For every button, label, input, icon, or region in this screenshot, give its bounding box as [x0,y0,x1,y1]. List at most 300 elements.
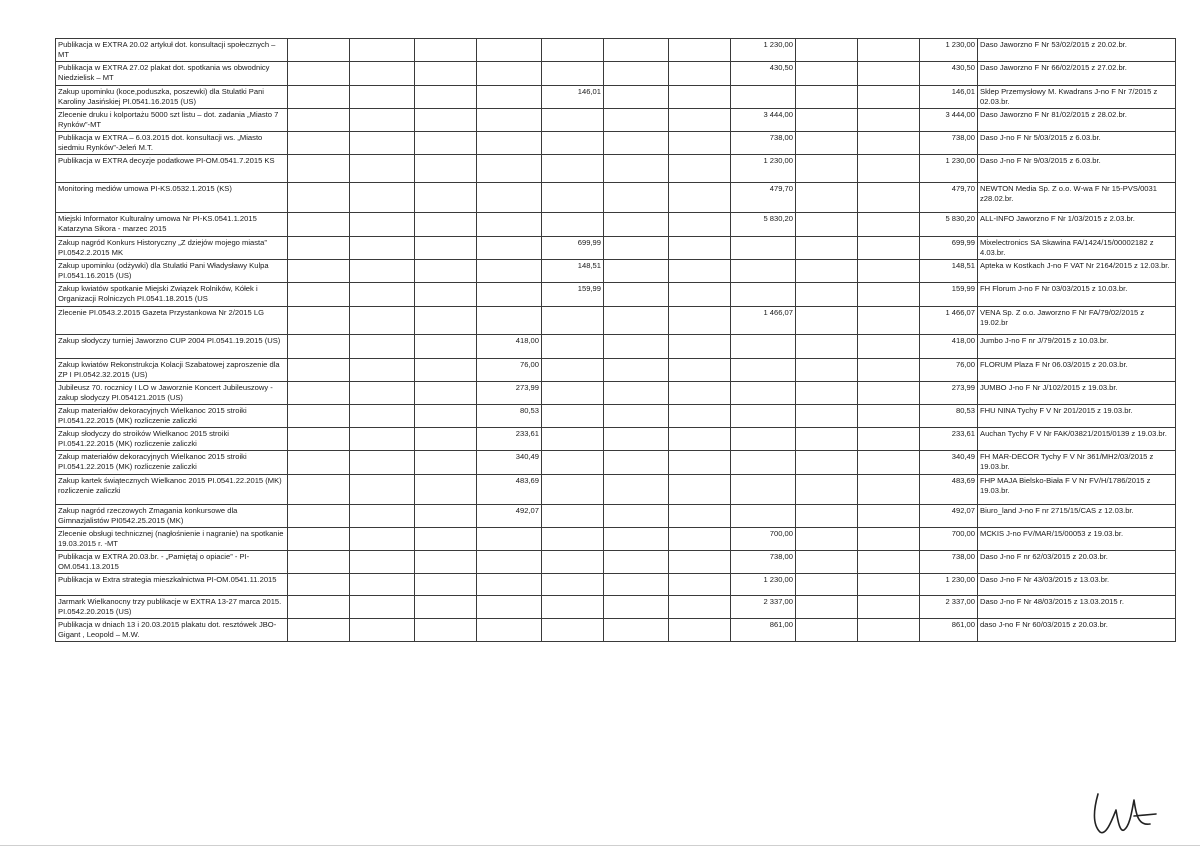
table-row [56,475,1176,505]
table-row [56,213,1176,237]
empty-cell [415,596,477,619]
empty-cell [669,551,731,574]
empty-cell [350,132,415,155]
expense-description: Zakup upominku (koce,poduszka, poszewki) dla Stulatki Pani Karoliny Jasińskiej PI.0541.16.2015 (US) [56,86,288,109]
amount-category-b [542,62,604,86]
amount-total: 1 230,00 [920,574,978,596]
amount-total: 2 337,00 [920,596,978,619]
empty-cell [669,86,731,109]
amount-category-c [731,86,796,109]
amount-category-c [731,428,796,451]
table-row [56,505,1176,528]
empty-cell [415,405,477,428]
empty-cell [288,109,350,132]
empty-cell [669,528,731,551]
amount-category-a: 483,69 [477,475,542,505]
empty-cell [669,596,731,619]
empty-cell [350,574,415,596]
table-row [56,359,1176,382]
empty-cell [796,109,858,132]
table-row [56,528,1176,551]
empty-cell [288,382,350,405]
empty-cell [415,109,477,132]
amount-category-c [731,475,796,505]
empty-cell [669,62,731,86]
table-row [56,335,1176,359]
empty-cell [604,359,669,382]
handwritten-signature [1090,790,1160,838]
amount-total: 340,49 [920,451,978,475]
empty-cell [288,39,350,62]
empty-cell [350,382,415,405]
amount-category-c [731,359,796,382]
empty-cell [288,132,350,155]
expense-description: Zakup kwiatów Rekonstrukcja Kolacji Szabatowej zaproszenie dla ZP I PI.0542.32.2015 (US) [56,359,288,382]
empty-cell [350,619,415,642]
amount-category-c: 479,70 [731,183,796,213]
empty-cell [415,62,477,86]
amount-category-a: 76,00 [477,359,542,382]
vendor-invoice: Daso J-no F Nr 43/03/2015 z 13.03.br. [978,574,1176,596]
empty-cell [604,283,669,307]
amount-category-c: 1 230,00 [731,155,796,183]
amount-category-a [477,183,542,213]
empty-cell [858,335,920,359]
empty-cell [415,428,477,451]
empty-cell [858,619,920,642]
amount-category-a: 340,49 [477,451,542,475]
amount-category-b [542,619,604,642]
empty-cell [796,428,858,451]
amount-category-c: 5 830,20 [731,213,796,237]
table-row [56,551,1176,574]
amount-category-c [731,283,796,307]
empty-cell [669,335,731,359]
empty-cell [415,551,477,574]
amount-category-c [731,335,796,359]
amount-total: 3 444,00 [920,109,978,132]
empty-cell [288,307,350,335]
table-row [56,382,1176,405]
amount-category-c: 861,00 [731,619,796,642]
ledger-body [56,39,1176,642]
empty-cell [415,307,477,335]
empty-cell [858,283,920,307]
empty-cell [858,528,920,551]
empty-cell [350,428,415,451]
amount-category-c [731,237,796,260]
vendor-invoice: Jumbo J-no F nr J/79/2015 z 10.03.br. [978,335,1176,359]
amount-category-b [542,574,604,596]
amount-category-b [542,405,604,428]
amount-category-b [542,505,604,528]
vendor-invoice: FH Florum J-no F Nr 03/03/2015 z 10.03.br. [978,283,1176,307]
empty-cell [604,405,669,428]
empty-cell [604,237,669,260]
empty-cell [604,551,669,574]
vendor-invoice: daso J-no F Nr 60/03/2015 z 20.03.br. [978,619,1176,642]
empty-cell [796,183,858,213]
amount-category-a [477,62,542,86]
empty-cell [669,213,731,237]
table-row [56,62,1176,86]
empty-cell [415,237,477,260]
vendor-invoice: Daso Jaworzno F Nr 66/02/2015 z 27.02.br. [978,62,1176,86]
expense-description: Publikacja w dniach 13 i 20.03.2015 plakatu dot. resztówek JBO-Gigant , Leopold – M.W. [56,619,288,642]
amount-category-c [731,405,796,428]
amount-category-c [731,505,796,528]
expense-description: Publikacja w EXTRA 20.02 artykuł dot. konsultacji społecznych – MT [56,39,288,62]
empty-cell [415,574,477,596]
expense-description: Publikacja w Extra strategia mieszkalnictwa PI-OM.0541.11.2015 [56,574,288,596]
vendor-invoice: ALL-INFO Jaworzno F Nr 1/03/2015 z 2.03.br. [978,213,1176,237]
empty-cell [604,183,669,213]
amount-total: 699,99 [920,237,978,260]
expense-description: Miejski Informator Kulturalny umowa Nr PI-KS.0541.1.2015 Katarzyna Sikora - marzec 2015 [56,213,288,237]
empty-cell [858,475,920,505]
empty-cell [604,39,669,62]
empty-cell [669,183,731,213]
amount-category-b [542,451,604,475]
empty-cell [288,551,350,574]
empty-cell [288,475,350,505]
empty-cell [858,237,920,260]
table-row [56,619,1176,642]
empty-cell [858,155,920,183]
empty-cell [858,359,920,382]
expense-description: Zlecenie druku i kolportażu 5000 szt listu – dot. zadania „Miasto 7 Rynków”-MT [56,109,288,132]
table-row [56,183,1176,213]
table-row [56,428,1176,451]
amount-category-c: 738,00 [731,551,796,574]
empty-cell [288,283,350,307]
empty-cell [796,213,858,237]
amount-category-a [477,574,542,596]
empty-cell [858,551,920,574]
empty-cell [669,619,731,642]
vendor-invoice: Daso Jaworzno F Nr 81/02/2015 z 28.02.br. [978,109,1176,132]
empty-cell [858,62,920,86]
vendor-invoice: Daso J-no F Nr 9/03/2015 z 6.03.br. [978,155,1176,183]
empty-cell [415,359,477,382]
empty-cell [858,213,920,237]
amount-category-b [542,307,604,335]
vendor-invoice: JUMBO J-no F Nr J/102/2015 z 19.03.br. [978,382,1176,405]
amount-total: 700,00 [920,528,978,551]
amount-category-c [731,260,796,283]
amount-category-a [477,155,542,183]
amount-category-c: 3 444,00 [731,109,796,132]
expense-description: Zlecenie PI.0543.2.2015 Gazeta Przystankowa Nr 2/2015 LG [56,307,288,335]
amount-total: 233,61 [920,428,978,451]
table-row [56,307,1176,335]
empty-cell [288,428,350,451]
empty-cell [604,307,669,335]
empty-cell [858,505,920,528]
amount-category-c: 430,50 [731,62,796,86]
empty-cell [415,155,477,183]
empty-cell [796,335,858,359]
amount-total: 146,01 [920,86,978,109]
amount-total: 159,99 [920,283,978,307]
empty-cell [669,451,731,475]
amount-category-b: 146,01 [542,86,604,109]
vendor-invoice: Sklep Przemysłowy M. Kwadrans J-no F Nr 7/2015 z 02.03.br. [978,86,1176,109]
empty-cell [669,155,731,183]
empty-cell [350,596,415,619]
empty-cell [858,451,920,475]
amount-category-c: 1 466,07 [731,307,796,335]
empty-cell [415,451,477,475]
empty-cell [415,475,477,505]
empty-cell [604,475,669,505]
empty-cell [350,359,415,382]
empty-cell [415,283,477,307]
empty-cell [858,382,920,405]
empty-cell [858,132,920,155]
amount-category-b [542,39,604,62]
empty-cell [350,528,415,551]
empty-cell [350,505,415,528]
empty-cell [796,619,858,642]
empty-cell [288,260,350,283]
amount-total: 148,51 [920,260,978,283]
expense-description: Publikacja w EXTRA 27.02 plakat dot. spotkania ws obwodnicy Niedzielisk – MT [56,62,288,86]
expense-description: Publikacja w EXTRA decyzje podatkowe PI-OM.0541.7.2015 KS [56,155,288,183]
vendor-invoice: Apteka w Kostkach J-no F VAT Nr 2164/2015 z 12.03.br. [978,260,1176,283]
amount-category-b: 159,99 [542,283,604,307]
amount-total: 430,50 [920,62,978,86]
empty-cell [415,39,477,62]
amount-total: 418,00 [920,335,978,359]
amount-category-a [477,39,542,62]
empty-cell [796,596,858,619]
empty-cell [796,155,858,183]
amount-category-c: 738,00 [731,132,796,155]
expense-description: Publikacja w EXTRA 20.03.br. - „Pamiętaj o opiacie” - PI-OM.0541.13.2015 [56,551,288,574]
empty-cell [796,132,858,155]
amount-category-c [731,451,796,475]
empty-cell [858,596,920,619]
amount-category-a [477,307,542,335]
empty-cell [288,237,350,260]
table-row [56,86,1176,109]
expense-description: Zakup kartek świątecznych Wielkanoc 2015 PI.0541.22.2015 (MK) rozliczenie zaliczki [56,475,288,505]
amount-total: 76,00 [920,359,978,382]
table-row [56,596,1176,619]
amount-category-a [477,283,542,307]
empty-cell [669,132,731,155]
empty-cell [415,335,477,359]
amount-total: 738,00 [920,551,978,574]
amount-total: 483,69 [920,475,978,505]
empty-cell [669,505,731,528]
amount-category-a [477,109,542,132]
amount-total: 861,00 [920,619,978,642]
amount-category-a [477,596,542,619]
table-row [56,574,1176,596]
empty-cell [350,213,415,237]
vendor-invoice: Biuro_land J-no F nr 2715/15/CAS z 12.03.br. [978,505,1176,528]
empty-cell [604,260,669,283]
empty-cell [350,405,415,428]
empty-cell [604,213,669,237]
empty-cell [858,183,920,213]
empty-cell [415,528,477,551]
expense-description: Jarmark Wielkanocny trzy publikacje w EXTRA 13-27 marca 2015. PI.0542.20.2015 (US) [56,596,288,619]
vendor-invoice: Auchan Tychy F V Nr FAK/03821/2015/0139 z 19.03.br. [978,428,1176,451]
empty-cell [858,260,920,283]
empty-cell [350,451,415,475]
amount-category-c: 700,00 [731,528,796,551]
amount-category-b [542,183,604,213]
empty-cell [858,307,920,335]
amount-category-b: 699,99 [542,237,604,260]
empty-cell [669,475,731,505]
scan-edge [0,845,1200,846]
amount-category-c [731,382,796,405]
empty-cell [669,237,731,260]
empty-cell [669,405,731,428]
amount-category-b [542,109,604,132]
empty-cell [288,62,350,86]
empty-cell [604,155,669,183]
empty-cell [669,109,731,132]
empty-cell [796,475,858,505]
vendor-invoice: VENA Sp. Z o.o. Jaworzno F Nr FA/79/02/2015 z 19.02.br [978,307,1176,335]
empty-cell [288,619,350,642]
expense-description: Zakup nagród rzeczowych Zmagania konkursowe dla Gimnazjalistów PI0542.25.2015 (MK) [56,505,288,528]
empty-cell [604,528,669,551]
empty-cell [415,619,477,642]
empty-cell [796,86,858,109]
empty-cell [604,619,669,642]
empty-cell [350,475,415,505]
amount-category-b [542,551,604,574]
empty-cell [796,283,858,307]
amount-category-a [477,213,542,237]
empty-cell [288,405,350,428]
table-row [56,260,1176,283]
amount-category-b [542,155,604,183]
amount-category-a: 233,61 [477,428,542,451]
empty-cell [350,307,415,335]
amount-category-a [477,237,542,260]
amount-total: 80,53 [920,405,978,428]
empty-cell [669,39,731,62]
amount-category-b [542,475,604,505]
empty-cell [350,109,415,132]
empty-cell [350,155,415,183]
empty-cell [415,382,477,405]
empty-cell [288,155,350,183]
amount-category-c: 1 230,00 [731,39,796,62]
table-row [56,283,1176,307]
amount-total: 1 230,00 [920,155,978,183]
expense-ledger-table [55,38,1176,642]
table-row [56,132,1176,155]
amount-category-b [542,213,604,237]
empty-cell [796,62,858,86]
amount-category-c: 1 230,00 [731,574,796,596]
empty-cell [604,132,669,155]
vendor-invoice: NEWTON Media Sp. Z o.o. W-wa F Nr 15-PVS/0031 z28.02.br. [978,183,1176,213]
vendor-invoice: FLORUM Plaza F Nr 06.03/2015 z 20.03.br. [978,359,1176,382]
empty-cell [796,307,858,335]
expense-description: Zakup słodyczy turniej Jaworzno CUP 2004 PI.0541.19.2015 (US) [56,335,288,359]
empty-cell [288,528,350,551]
amount-category-b [542,359,604,382]
amount-total: 738,00 [920,132,978,155]
empty-cell [288,213,350,237]
empty-cell [350,39,415,62]
empty-cell [288,359,350,382]
empty-cell [288,596,350,619]
vendor-invoice: FH MAR-DECOR Tychy F V Nr 361/MH2/03/2015 z 19.03.br. [978,451,1176,475]
empty-cell [415,132,477,155]
empty-cell [604,62,669,86]
empty-cell [415,260,477,283]
empty-cell [858,86,920,109]
empty-cell [350,283,415,307]
empty-cell [350,62,415,86]
empty-cell [796,260,858,283]
expense-description: Zakup nagród Konkurs Historyczny „Z dziejów mojego miasta” PI.0542.2.2015 MK [56,237,288,260]
amount-category-a [477,86,542,109]
empty-cell [288,574,350,596]
amount-category-a [477,132,542,155]
table-row [56,109,1176,132]
empty-cell [350,551,415,574]
empty-cell [796,405,858,428]
vendor-invoice: MCKIS J-no FV/MAR/15/00053 z 19.03.br. [978,528,1176,551]
table-row [56,39,1176,62]
empty-cell [604,574,669,596]
table-row [56,405,1176,428]
amount-category-a [477,619,542,642]
empty-cell [669,260,731,283]
empty-cell [796,551,858,574]
amount-category-b [542,382,604,405]
empty-cell [796,237,858,260]
table-row [56,237,1176,260]
empty-cell [796,359,858,382]
expense-description: Publikacja w EXTRA – 6.03.2015 dot. konsultacji ws. „Miasto siedmiu Rynków”-Jeleń M.T. [56,132,288,155]
empty-cell [669,428,731,451]
empty-cell [288,86,350,109]
amount-category-b [542,528,604,551]
expense-description: Monitoring mediów umowa PI-KS.0532.1.2015 (KS) [56,183,288,213]
empty-cell [796,451,858,475]
amount-category-a: 80,53 [477,405,542,428]
empty-cell [669,359,731,382]
amount-total: 5 830,20 [920,213,978,237]
empty-cell [604,428,669,451]
amount-category-a: 492,07 [477,505,542,528]
expense-description: Zakup słodyczy do stroików Wielkanoc 2015 stroiki PI.0541.22.2015 (MK) rozliczenie zaliczki [56,428,288,451]
empty-cell [350,86,415,109]
amount-total: 273,99 [920,382,978,405]
empty-cell [796,382,858,405]
empty-cell [415,86,477,109]
empty-cell [604,86,669,109]
amount-total: 492,07 [920,505,978,528]
empty-cell [669,382,731,405]
empty-cell [288,451,350,475]
expense-description: Zakup materiałów dekoracyjnych Wielkanoc 2015 stroiki PI.0541.22.2015 (MK) rozliczenie zaliczki [56,451,288,475]
empty-cell [858,39,920,62]
empty-cell [796,505,858,528]
